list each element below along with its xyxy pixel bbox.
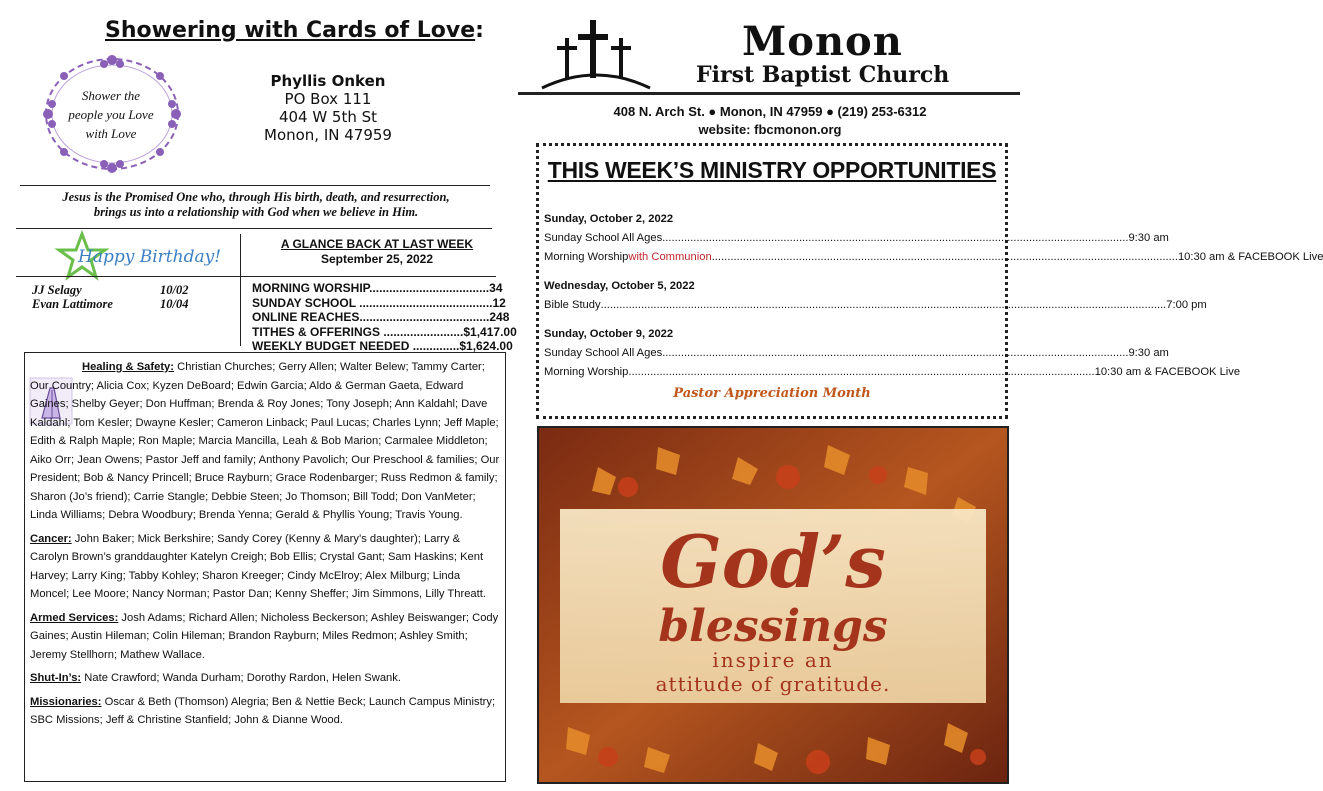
prayer-missionaries: Missionaries: Oscar & Beth (Thomson) Alegria; Ben & Nettie Beck; Launch Campus Ministry; SBC Missions; Jeff & Christine Stanfield; John & Dianne Wood. <box>30 695 496 726</box>
list-item: Evan Lattimore 10/04 <box>32 297 189 311</box>
recipient-name: Phyllis Onken <box>270 72 386 90</box>
stat-row: WEEKLY BUDGET NEEDED .............. $1,624.00 <box>252 339 513 353</box>
stat-row: ONLINE REACHES....................................... 248 <box>252 310 510 324</box>
schedule-day: Sunday, October 2, 2022 <box>544 213 674 225</box>
schedule-item: Sunday School All Ages ...................................................................................................................................................... 9:30 am <box>544 232 1169 244</box>
wreath-caption: Shower the people you Love with Love <box>68 88 154 141</box>
stat-row: TITHES & OFFERINGS ........................ $1,417.00 <box>252 324 517 339</box>
birthday-text: Happy Birthday! <box>78 247 222 267</box>
schedule-day: Wednesday, October 5, 2022 <box>544 280 695 292</box>
ministry-schedule <box>544 204 1323 382</box>
stat-row: MORNING WORSHIP.................................... 34 <box>252 281 503 295</box>
divider <box>16 228 492 229</box>
schedule-item: Morning Worship ...................................................................................................................................................... 10:30 am & FACEBOOK Live <box>544 366 1241 378</box>
happy-birthday-graphic <box>58 232 222 280</box>
website-line: website: fbcmonon.org <box>698 122 842 137</box>
address-line: 408 N. Arch St. ● Monon, IN 47959 ● (219) 253-6312 <box>613 104 927 119</box>
church-name: Monon <box>742 18 903 65</box>
prayer-shut-ins: Shut-In’s: Nate Crawford; Wanda Durham; Dorothy Rardon, Helen Swank. <box>30 672 401 684</box>
poster-line-1: God’s <box>660 519 886 604</box>
pastor-appreciation-note: Pastor Appreciation Month <box>673 386 871 401</box>
list-item: JJ Selagy 10/02 <box>32 283 189 297</box>
divider <box>240 276 496 277</box>
attendance-stats <box>252 281 517 354</box>
divider <box>20 185 490 186</box>
church-contact <box>540 103 1000 139</box>
gods-blessings-poster <box>538 427 1008 783</box>
birthday-list <box>32 283 188 311</box>
gospel-quote: Jesus is the Promised One who, through His birth, death, and resurrection, brings us into a relationship with God when we believe in Him. <box>62 190 450 219</box>
divider <box>16 276 240 277</box>
header-rule <box>518 92 1020 95</box>
column-divider <box>240 234 241 346</box>
poster-line-2: blessings <box>658 601 888 652</box>
three-crosses-logo <box>540 18 652 90</box>
schedule-day: Sunday, October 9, 2022 <box>544 328 674 340</box>
schedule-item: Morning Worship with Communion ...................................................................................................................................................... 10:30 am & FACEBOOK Live <box>544 251 1323 263</box>
card-recipient-address: Phyllis Onken PO Box 111 404 W 5th St Monon, IN 47959 <box>258 72 398 144</box>
poster-line-3: inspire an <box>712 648 834 672</box>
poster-line-4: attitude of gratitude. <box>655 672 891 696</box>
glance-header: A GLANCE BACK AT LAST WEEK September 25, 2022 <box>280 237 474 266</box>
schedule-item: Bible Study ...................................................................................................................................................................................... 7:00 pm <box>544 299 1207 311</box>
prayer-healing: Healing & Safety: Christian Churches; Gerry Allen; Walter Belew; Tammy Carter; Our Country; Alicia Cox; Kyzen DeBoard; Edwin Garcia; Aldo & German Gaeta, Edward Gaines; Shelby Geyer; Don Huffman; Brenda & Roy Jones; Tony Joseph; Ann Kaldahl; Dave Kaldahl; Tom Kesler; Dwayne Kesler; Cameron Linback; Paul Lucas; Charles Lynn; Jeff Maple; Edith & Ralph Maple; Ron Maple; Marcia Mancilla, Leah & Bob Marion; Carmalee Middleton; Aiko Orr; Jean Owens; Pastor Jeff and family; Anthony Pavolich; Our Preschool & families; Our President; Bob & Nancy Princell; Bruce Rayburn; Grace Rodenbarger; Russ Redmon & family; Sharon (Jo’s friend); Carrie Stangle; Debbie Steen; Jo Thomson; Bill Todd; Don VanMeter; Linda Williams; Debra Woodbury; Brenda Yenna; Gerald & Phyllis Young; Travis Young. <box>30 361 500 521</box>
church-subtitle: First Baptist Church <box>696 62 950 88</box>
stat-row: SUNDAY SCHOOL ........................................ 12 <box>252 295 506 310</box>
prayer-cancer: Cancer: John Baker; Mick Berkshire; Sandy Corey (Kenny & Mary’s daughter); Larry & Carolyn Brown’s granddaughter Katelyn Creigh; Bob Ellis; Crystal Gant; Sam Haskins; Kent Harvey; Larry King; Tabby Kohley; Sharon Kreeger; Cindy McElroy; Alex Milburg; Linda Moncel; Lee Moore; Nancy Norman; Pastor Dan; Kenny Sheffer; Jim Simmons, Lilly Threatt. <box>30 532 486 600</box>
ministry-title: THIS WEEK’S MINISTRY OPPORTUNITIES <box>547 157 997 183</box>
cards-title: Showering with Cards of Love: <box>105 18 484 43</box>
prayer-armed-services: Armed Services: Josh Adams; Richard Allen; Nicholess Beckerson; Ashley Beiswanger; Cody Gaines; Austin Hileman; Colin Hileman; Brandon Rayburn; Miles Redmon; Ashley Smith; Jeremy Stellhorn; Mathew Wallace. <box>30 611 499 661</box>
schedule-item: Sunday School All Ages ...................................................................................................................................................... 9:30 am <box>544 347 1169 359</box>
prayer-list <box>30 358 500 735</box>
